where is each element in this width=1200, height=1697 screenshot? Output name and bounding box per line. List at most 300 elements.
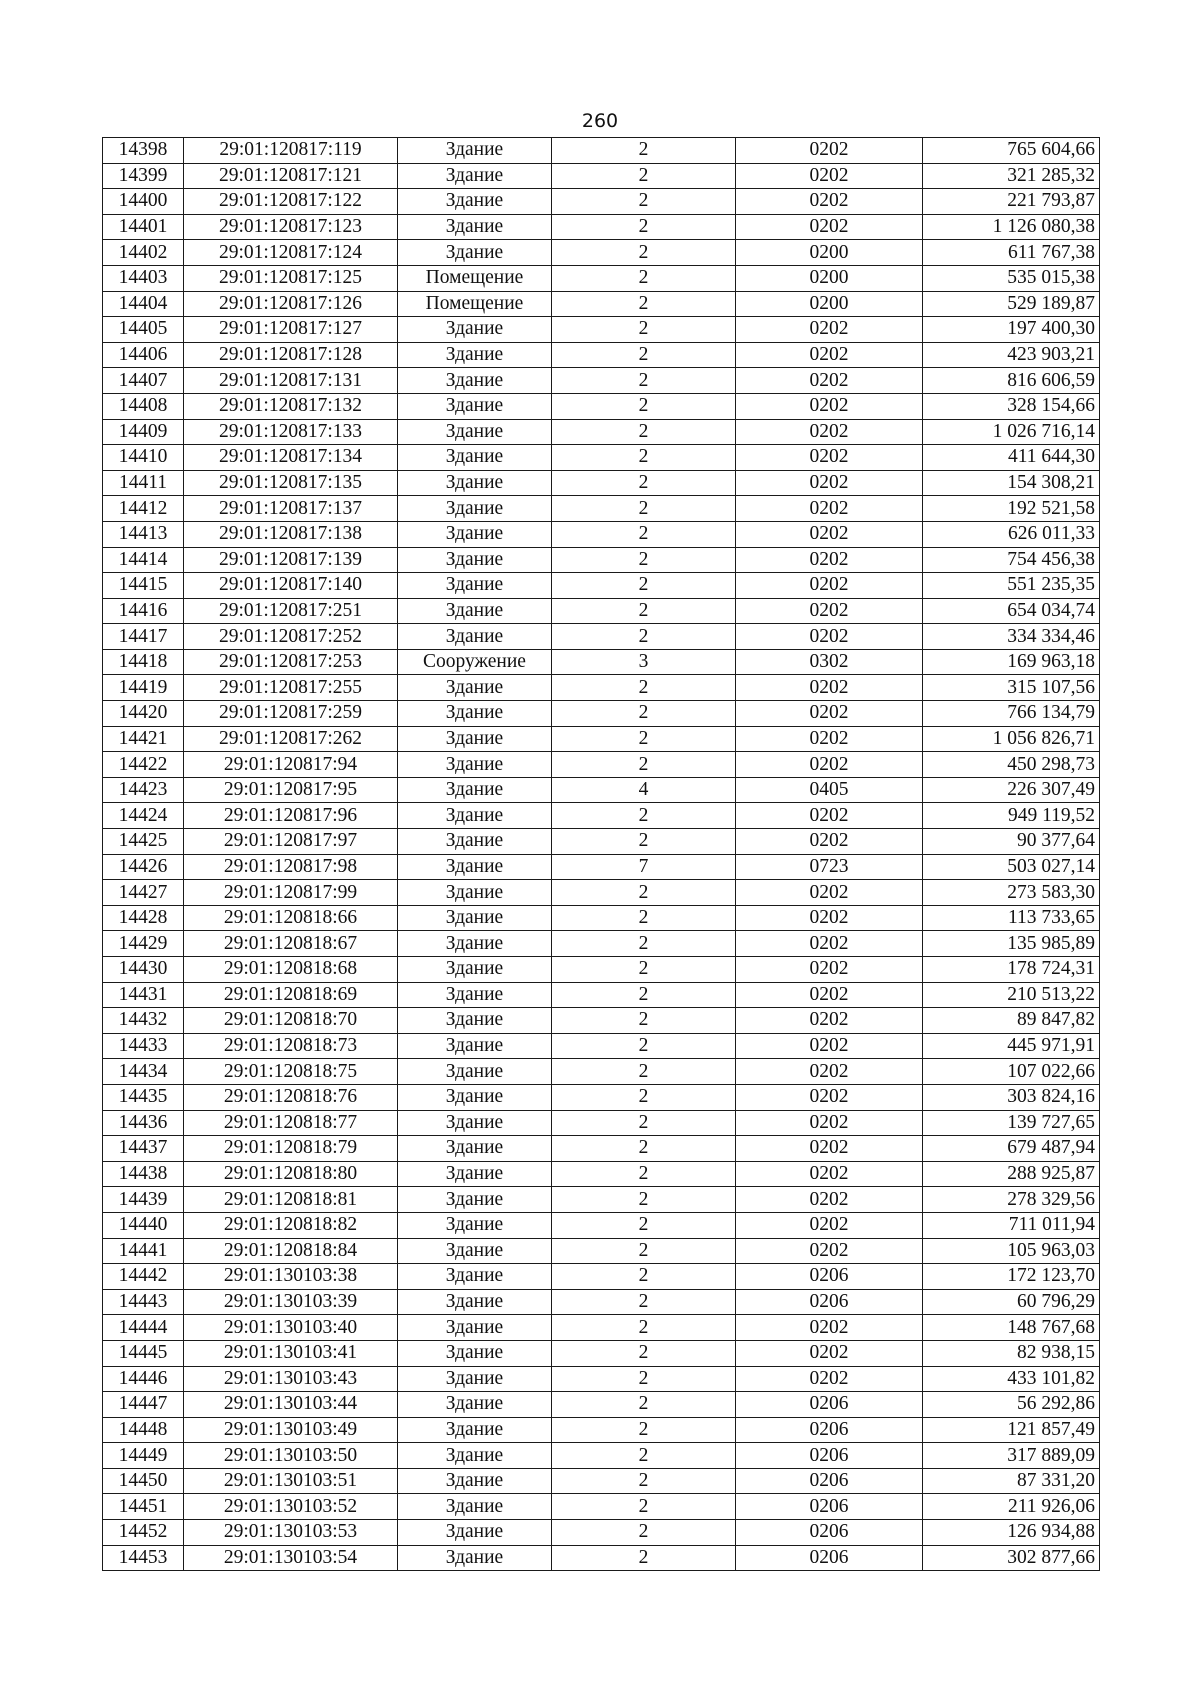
group-cell: 2 (552, 598, 736, 624)
table-row (103, 1443, 1100, 1469)
row-number-cell: 14430 (103, 957, 184, 983)
group-cell: 2 (552, 1417, 736, 1443)
object-type-cell: Здание (398, 163, 552, 189)
table-row (103, 240, 1100, 266)
table-row (103, 1340, 1100, 1366)
object-type-cell: Здание (398, 1366, 552, 1392)
row-number-cell: 14401 (103, 214, 184, 240)
cadastral-value-cell: 711 011,94 (923, 1212, 1100, 1238)
subgroup-code-cell: 0202 (736, 445, 923, 471)
object-type-cell: Здание (398, 189, 552, 215)
cadastral-number-cell: 29:01:120817:134 (184, 445, 398, 471)
cadastral-number-cell: 29:01:120817:139 (184, 547, 398, 573)
cadastral-number-cell: 29:01:120817:140 (184, 573, 398, 599)
subgroup-code-cell: 0202 (736, 982, 923, 1008)
object-type-cell: Здание (398, 317, 552, 343)
group-cell: 2 (552, 1366, 736, 1392)
group-cell: 2 (552, 726, 736, 752)
subgroup-code-cell: 0202 (736, 521, 923, 547)
cadastral-number-cell: 29:01:120817:126 (184, 291, 398, 317)
cadastral-number-cell: 29:01:130103:53 (184, 1520, 398, 1546)
table-row (103, 1161, 1100, 1187)
subgroup-code-cell: 0202 (736, 624, 923, 650)
group-cell: 2 (552, 905, 736, 931)
table-row (103, 496, 1100, 522)
subgroup-code-cell: 0206 (736, 1417, 923, 1443)
object-type-cell: Здание (398, 1238, 552, 1264)
subgroup-code-cell: 0202 (736, 1033, 923, 1059)
group-cell: 2 (552, 189, 736, 215)
table-row (103, 214, 1100, 240)
table-row (103, 445, 1100, 471)
subgroup-code-cell: 0202 (736, 905, 923, 931)
row-number-cell: 14409 (103, 419, 184, 445)
group-cell: 2 (552, 1033, 736, 1059)
cadastral-number-cell: 29:01:120817:252 (184, 624, 398, 650)
group-cell: 2 (552, 1136, 736, 1162)
cadastral-value-cell: 226 307,49 (923, 777, 1100, 803)
group-cell: 2 (552, 1110, 736, 1136)
cadastral-value-cell: 303 824,16 (923, 1084, 1100, 1110)
subgroup-code-cell: 0202 (736, 1110, 923, 1136)
row-number-cell: 14399 (103, 163, 184, 189)
group-cell: 2 (552, 291, 736, 317)
table-row (103, 317, 1100, 343)
cadastral-number-cell: 29:01:120817:259 (184, 701, 398, 727)
cadastral-number-cell: 29:01:120817:133 (184, 419, 398, 445)
table-row (103, 368, 1100, 394)
row-number-cell: 14424 (103, 803, 184, 829)
object-type-cell: Здание (398, 240, 552, 266)
table-row (103, 1417, 1100, 1443)
object-type-cell: Здание (398, 547, 552, 573)
table-row (103, 854, 1100, 880)
cadastral-value-cell: 654 034,74 (923, 598, 1100, 624)
cadastral-number-cell: 29:01:120818:81 (184, 1187, 398, 1213)
cadastral-value-cell: 766 134,79 (923, 701, 1100, 727)
cadastral-value-cell: 197 400,30 (923, 317, 1100, 343)
group-cell: 2 (552, 1468, 736, 1494)
subgroup-code-cell: 0202 (736, 573, 923, 599)
cadastral-number-cell: 29:01:130103:38 (184, 1264, 398, 1290)
group-cell: 2 (552, 368, 736, 394)
table-row (103, 163, 1100, 189)
object-type-cell: Здание (398, 1136, 552, 1162)
group-cell: 2 (552, 1315, 736, 1341)
group-cell: 2 (552, 470, 736, 496)
table-row (103, 189, 1100, 215)
object-type-cell: Здание (398, 1084, 552, 1110)
group-cell: 4 (552, 777, 736, 803)
object-type-cell: Здание (398, 1520, 552, 1546)
cadastral-number-cell: 29:01:120817:124 (184, 240, 398, 266)
cadastral-number-cell: 29:01:120818:84 (184, 1238, 398, 1264)
group-cell: 2 (552, 138, 736, 164)
subgroup-code-cell: 0202 (736, 189, 923, 215)
group-cell: 2 (552, 1520, 736, 1546)
subgroup-code-cell: 0202 (736, 1366, 923, 1392)
cadastral-number-cell: 29:01:120817:95 (184, 777, 398, 803)
cadastral-number-cell: 29:01:120817:119 (184, 138, 398, 164)
table-row (103, 701, 1100, 727)
object-type-cell: Здание (398, 368, 552, 394)
table-row (103, 675, 1100, 701)
subgroup-code-cell: 0200 (736, 291, 923, 317)
row-number-cell: 14423 (103, 777, 184, 803)
group-cell: 2 (552, 803, 736, 829)
cadastral-value-cell: 169 963,18 (923, 649, 1100, 675)
cadastral-number-cell: 29:01:130103:54 (184, 1545, 398, 1571)
subgroup-code-cell: 0302 (736, 649, 923, 675)
table-row (103, 547, 1100, 573)
cadastral-value-cell: 90 377,64 (923, 829, 1100, 855)
group-cell: 2 (552, 547, 736, 573)
subgroup-code-cell: 0202 (736, 675, 923, 701)
cadastral-value-cell: 315 107,56 (923, 675, 1100, 701)
subgroup-code-cell: 0202 (736, 214, 923, 240)
cadastral-number-cell: 29:01:120817:253 (184, 649, 398, 675)
table-row (103, 1289, 1100, 1315)
cadastral-number-cell: 29:01:120817:251 (184, 598, 398, 624)
cadastral-value-cell: 178 724,31 (923, 957, 1100, 983)
table-row (103, 1033, 1100, 1059)
object-type-cell: Здание (398, 214, 552, 240)
cadastral-number-cell: 29:01:120818:69 (184, 982, 398, 1008)
object-type-cell: Помещение (398, 291, 552, 317)
row-number-cell: 14418 (103, 649, 184, 675)
row-number-cell: 14404 (103, 291, 184, 317)
cadastral-value-cell: 107 022,66 (923, 1059, 1100, 1085)
cadastral-value-cell: 626 011,33 (923, 521, 1100, 547)
row-number-cell: 14448 (103, 1417, 184, 1443)
cadastral-number-cell: 29:01:120818:75 (184, 1059, 398, 1085)
table-row (103, 1238, 1100, 1264)
table-row (103, 1392, 1100, 1418)
group-cell: 2 (552, 829, 736, 855)
row-number-cell: 14442 (103, 1264, 184, 1290)
subgroup-code-cell: 0202 (736, 547, 923, 573)
subgroup-code-cell: 0202 (736, 1187, 923, 1213)
object-type-cell: Здание (398, 957, 552, 983)
cadastral-number-cell: 29:01:120818:82 (184, 1212, 398, 1238)
group-cell: 2 (552, 163, 736, 189)
object-type-cell: Здание (398, 1187, 552, 1213)
cadastral-value-cell: 210 513,22 (923, 982, 1100, 1008)
cadastral-number-cell: 29:01:120817:97 (184, 829, 398, 855)
subgroup-code-cell: 0202 (736, 342, 923, 368)
row-number-cell: 14407 (103, 368, 184, 394)
table-row (103, 752, 1100, 778)
group-cell: 2 (552, 317, 736, 343)
subgroup-code-cell: 0202 (736, 931, 923, 957)
object-type-cell: Здание (398, 1545, 552, 1571)
table-row (103, 726, 1100, 752)
cadastral-value-cell: 302 877,66 (923, 1545, 1100, 1571)
cadastral-number-cell: 29:01:120818:70 (184, 1008, 398, 1034)
cadastral-value-cell: 334 334,46 (923, 624, 1100, 650)
cadastral-number-cell: 29:01:120817:94 (184, 752, 398, 778)
cadastral-number-cell: 29:01:120817:135 (184, 470, 398, 496)
table-row (103, 777, 1100, 803)
cadastral-value-cell: 411 644,30 (923, 445, 1100, 471)
object-type-cell: Здание (398, 1008, 552, 1034)
cadastral-value-cell: 503 027,14 (923, 854, 1100, 880)
group-cell: 2 (552, 240, 736, 266)
cadastral-number-cell: 29:01:120818:73 (184, 1033, 398, 1059)
table-row (103, 1264, 1100, 1290)
row-number-cell: 14433 (103, 1033, 184, 1059)
group-cell: 2 (552, 1264, 736, 1290)
object-type-cell: Здание (398, 880, 552, 906)
cadastral-number-cell: 29:01:120817:121 (184, 163, 398, 189)
cadastral-number-cell: 29:01:120817:138 (184, 521, 398, 547)
subgroup-code-cell: 0202 (736, 1084, 923, 1110)
row-number-cell: 14414 (103, 547, 184, 573)
object-type-cell: Здание (398, 1392, 552, 1418)
object-type-cell: Здание (398, 803, 552, 829)
cadastral-number-cell: 29:01:120817:96 (184, 803, 398, 829)
subgroup-code-cell: 0202 (736, 1340, 923, 1366)
subgroup-code-cell: 0206 (736, 1392, 923, 1418)
row-number-cell: 14400 (103, 189, 184, 215)
table-row (103, 1494, 1100, 1520)
cadastral-value-cell: 154 308,21 (923, 470, 1100, 496)
row-number-cell: 14452 (103, 1520, 184, 1546)
cadastral-value-cell: 535 015,38 (923, 265, 1100, 291)
group-cell: 2 (552, 957, 736, 983)
table-row (103, 1084, 1100, 1110)
subgroup-code-cell: 0202 (736, 726, 923, 752)
cadastral-number-cell: 29:01:120817:132 (184, 393, 398, 419)
subgroup-code-cell: 0202 (736, 317, 923, 343)
group-cell: 2 (552, 1545, 736, 1571)
object-type-cell: Здание (398, 931, 552, 957)
subgroup-code-cell: 0206 (736, 1264, 923, 1290)
table-row (103, 342, 1100, 368)
table-row (103, 1468, 1100, 1494)
row-number-cell: 14406 (103, 342, 184, 368)
cadastral-number-cell: 29:01:120818:67 (184, 931, 398, 957)
table-row (103, 393, 1100, 419)
cadastral-value-cell: 529 189,87 (923, 291, 1100, 317)
subgroup-code-cell: 0202 (736, 1008, 923, 1034)
row-number-cell: 14440 (103, 1212, 184, 1238)
table-row (103, 1212, 1100, 1238)
subgroup-code-cell: 0202 (736, 1136, 923, 1162)
cadastral-number-cell: 29:01:120818:76 (184, 1084, 398, 1110)
row-number-cell: 14421 (103, 726, 184, 752)
table-row (103, 573, 1100, 599)
row-number-cell: 14437 (103, 1136, 184, 1162)
cadastral-number-cell: 29:01:130103:52 (184, 1494, 398, 1520)
cadastral-number-cell: 29:01:120817:123 (184, 214, 398, 240)
row-number-cell: 14432 (103, 1008, 184, 1034)
object-type-cell: Здание (398, 854, 552, 880)
row-number-cell: 14450 (103, 1468, 184, 1494)
subgroup-code-cell: 0202 (736, 752, 923, 778)
subgroup-code-cell: 0202 (736, 1315, 923, 1341)
object-type-cell: Здание (398, 752, 552, 778)
page-number: 260 (581, 110, 619, 132)
object-type-cell: Здание (398, 1161, 552, 1187)
subgroup-code-cell: 0202 (736, 1212, 923, 1238)
row-number-cell: 14446 (103, 1366, 184, 1392)
row-number-cell: 14447 (103, 1392, 184, 1418)
row-number-cell: 14415 (103, 573, 184, 599)
cadastral-number-cell: 29:01:120818:80 (184, 1161, 398, 1187)
cadastral-value-cell: 445 971,91 (923, 1033, 1100, 1059)
row-number-cell: 14417 (103, 624, 184, 650)
cadastral-value-cell: 273 583,30 (923, 880, 1100, 906)
group-cell: 2 (552, 752, 736, 778)
cadastral-number-cell: 29:01:130103:39 (184, 1289, 398, 1315)
subgroup-code-cell: 0202 (736, 803, 923, 829)
cadastral-value-cell: 423 903,21 (923, 342, 1100, 368)
object-type-cell: Здание (398, 138, 552, 164)
table-row (103, 905, 1100, 931)
object-type-cell: Здание (398, 1340, 552, 1366)
cadastral-number-cell: 29:01:120817:128 (184, 342, 398, 368)
registry-table-body (103, 138, 1100, 1571)
cadastral-value-cell: 433 101,82 (923, 1366, 1100, 1392)
group-cell: 2 (552, 1494, 736, 1520)
row-number-cell: 14434 (103, 1059, 184, 1085)
cadastral-value-cell: 148 767,68 (923, 1315, 1100, 1341)
cadastral-number-cell: 29:01:120817:262 (184, 726, 398, 752)
subgroup-code-cell: 0206 (736, 1289, 923, 1315)
object-type-cell: Здание (398, 777, 552, 803)
cadastral-value-cell: 278 329,56 (923, 1187, 1100, 1213)
row-number-cell: 14429 (103, 931, 184, 957)
row-number-cell: 14416 (103, 598, 184, 624)
subgroup-code-cell: 0202 (736, 598, 923, 624)
cadastral-number-cell: 29:01:130103:43 (184, 1366, 398, 1392)
cadastral-value-cell: 1 126 080,38 (923, 214, 1100, 240)
subgroup-code-cell: 0202 (736, 829, 923, 855)
object-type-cell: Здание (398, 445, 552, 471)
cadastral-value-cell: 56 292,86 (923, 1392, 1100, 1418)
cadastral-number-cell: 29:01:130103:40 (184, 1315, 398, 1341)
object-type-cell: Здание (398, 1264, 552, 1290)
row-number-cell: 14410 (103, 445, 184, 471)
object-type-cell: Здание (398, 1110, 552, 1136)
object-type-cell: Здание (398, 905, 552, 931)
cadastral-value-cell: 82 938,15 (923, 1340, 1100, 1366)
subgroup-code-cell: 0202 (736, 393, 923, 419)
row-number-cell: 14413 (103, 521, 184, 547)
row-number-cell: 14453 (103, 1545, 184, 1571)
group-cell: 2 (552, 521, 736, 547)
object-type-cell: Сооружение (398, 649, 552, 675)
group-cell: 2 (552, 445, 736, 471)
row-number-cell: 14420 (103, 701, 184, 727)
object-type-cell: Здание (398, 598, 552, 624)
cadastral-value-cell: 221 793,87 (923, 189, 1100, 215)
object-type-cell: Здание (398, 1033, 552, 1059)
subgroup-code-cell: 0202 (736, 701, 923, 727)
subgroup-code-cell: 0202 (736, 470, 923, 496)
cadastral-value-cell: 89 847,82 (923, 1008, 1100, 1034)
group-cell: 2 (552, 393, 736, 419)
group-cell: 2 (552, 265, 736, 291)
row-number-cell: 14402 (103, 240, 184, 266)
row-number-cell: 14412 (103, 496, 184, 522)
subgroup-code-cell: 0200 (736, 240, 923, 266)
cadastral-value-cell: 126 934,88 (923, 1520, 1100, 1546)
subgroup-code-cell: 0202 (736, 957, 923, 983)
group-cell: 2 (552, 675, 736, 701)
subgroup-code-cell: 0200 (736, 265, 923, 291)
table-row (103, 1059, 1100, 1085)
object-type-cell: Здание (398, 470, 552, 496)
cadastral-value-cell: 139 727,65 (923, 1110, 1100, 1136)
table-row (103, 291, 1100, 317)
subgroup-code-cell: 0206 (736, 1443, 923, 1469)
table-row (103, 624, 1100, 650)
group-cell: 2 (552, 1212, 736, 1238)
object-type-cell: Здание (398, 1494, 552, 1520)
row-number-cell: 14438 (103, 1161, 184, 1187)
group-cell: 2 (552, 1443, 736, 1469)
object-type-cell: Здание (398, 393, 552, 419)
cadastral-number-cell: 29:01:120818:79 (184, 1136, 398, 1162)
row-number-cell: 14405 (103, 317, 184, 343)
table-row (103, 1008, 1100, 1034)
subgroup-code-cell: 0202 (736, 1161, 923, 1187)
table-row (103, 1315, 1100, 1341)
table-row (103, 1187, 1100, 1213)
subgroup-code-cell: 0206 (736, 1520, 923, 1546)
cadastral-value-cell: 192 521,58 (923, 496, 1100, 522)
subgroup-code-cell: 0206 (736, 1494, 923, 1520)
table-row (103, 957, 1100, 983)
cadastral-value-cell: 551 235,35 (923, 573, 1100, 599)
object-type-cell: Здание (398, 521, 552, 547)
cadastral-value-cell: 679 487,94 (923, 1136, 1100, 1162)
cadastral-number-cell: 29:01:120817:125 (184, 265, 398, 291)
cadastral-value-cell: 172 123,70 (923, 1264, 1100, 1290)
object-type-cell: Здание (398, 1315, 552, 1341)
cadastral-value-cell: 754 456,38 (923, 547, 1100, 573)
object-type-cell: Здание (398, 419, 552, 445)
cadastral-value-cell: 816 606,59 (923, 368, 1100, 394)
group-cell: 2 (552, 1187, 736, 1213)
object-type-cell: Здание (398, 1212, 552, 1238)
object-type-cell: Здание (398, 675, 552, 701)
subgroup-code-cell: 0202 (736, 163, 923, 189)
subgroup-code-cell: 0202 (736, 1059, 923, 1085)
cadastral-value-cell: 949 119,52 (923, 803, 1100, 829)
cadastral-number-cell: 29:01:120817:127 (184, 317, 398, 343)
cadastral-number-cell: 29:01:130103:49 (184, 1417, 398, 1443)
group-cell: 2 (552, 982, 736, 1008)
group-cell: 2 (552, 573, 736, 599)
row-number-cell: 14435 (103, 1084, 184, 1110)
row-number-cell: 14431 (103, 982, 184, 1008)
cadastral-value-cell: 328 154,66 (923, 393, 1100, 419)
cadastral-number-cell: 29:01:120818:68 (184, 957, 398, 983)
table-row (103, 1110, 1100, 1136)
table-row (103, 1136, 1100, 1162)
group-cell: 2 (552, 419, 736, 445)
object-type-cell: Здание (398, 624, 552, 650)
cadastral-value-cell: 321 285,32 (923, 163, 1100, 189)
subgroup-code-cell: 0405 (736, 777, 923, 803)
cadastral-number-cell: 29:01:120817:98 (184, 854, 398, 880)
row-number-cell: 14422 (103, 752, 184, 778)
table-row (103, 598, 1100, 624)
cadastral-value-cell: 135 985,89 (923, 931, 1100, 957)
